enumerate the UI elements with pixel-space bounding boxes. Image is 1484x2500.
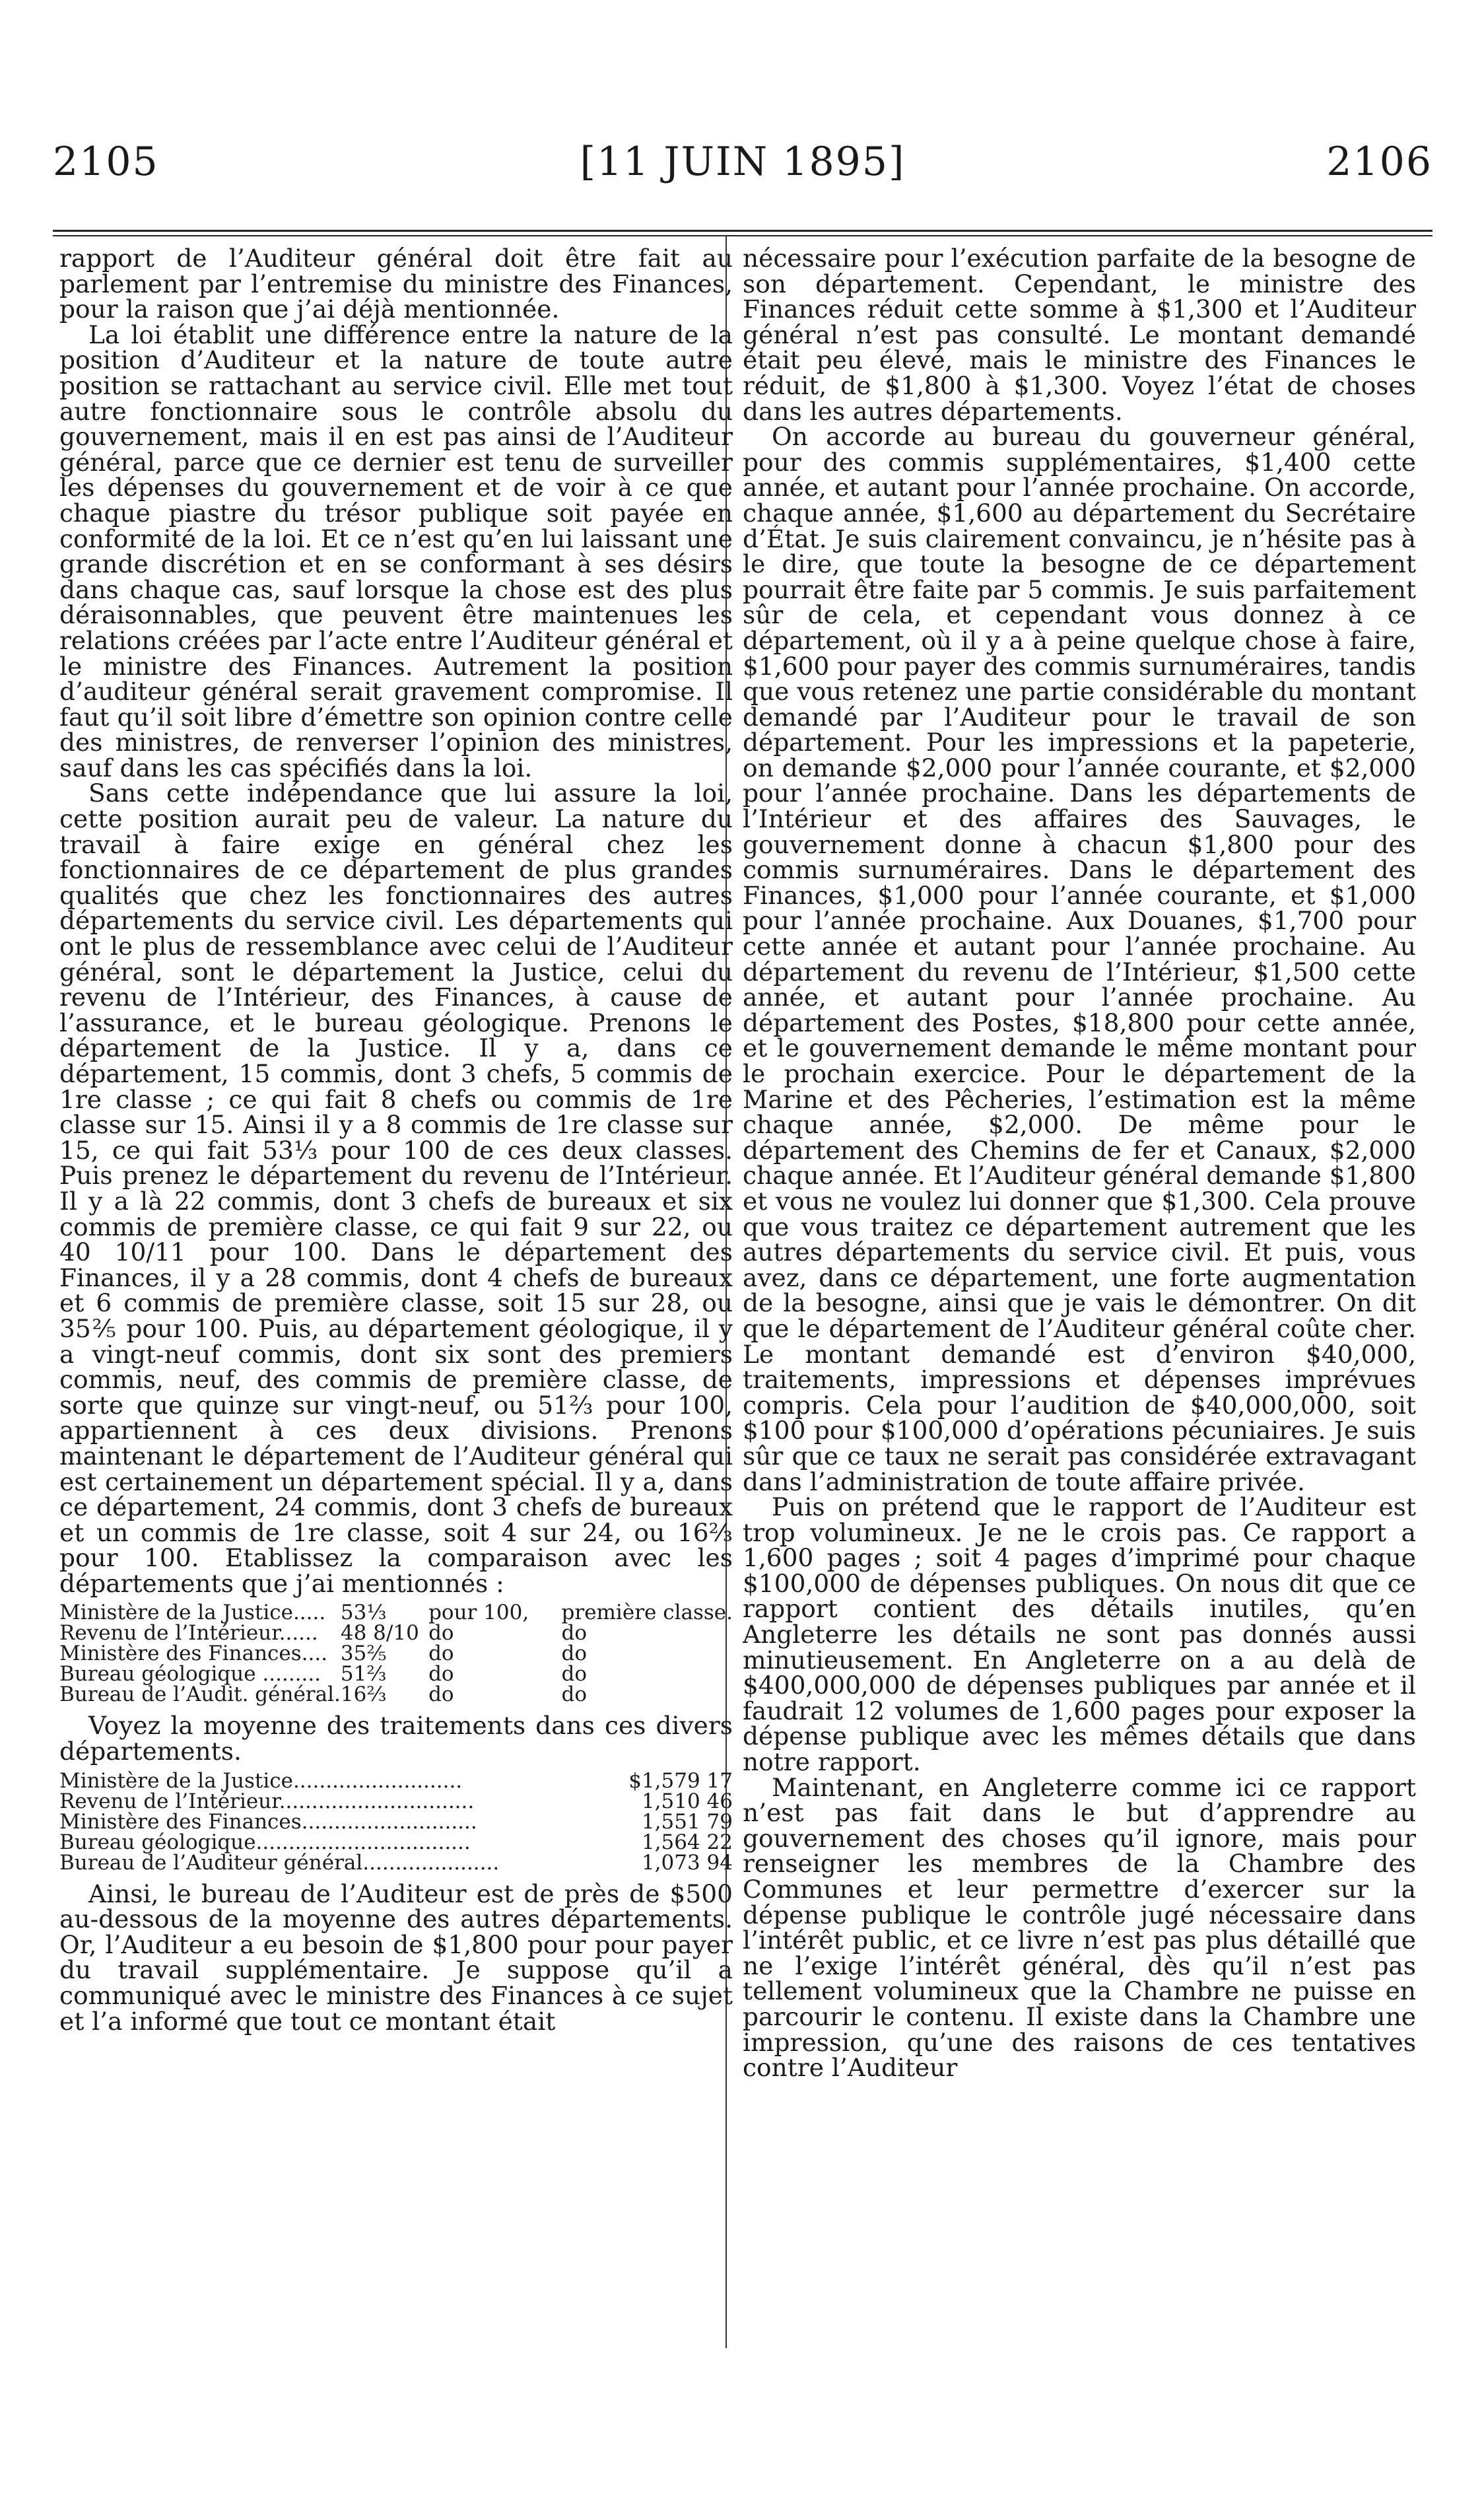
page-number-left: 2105 [53, 139, 159, 185]
salary-table [59, 1768, 733, 1875]
table-cell: do [561, 1642, 588, 1666]
table-cell: Revenu de l’Intérieur...... [59, 1621, 318, 1646]
table-cell: Ministère de la Justice..... [59, 1601, 326, 1625]
table-cell: Revenu de l’Intérieur.............................. [59, 1789, 475, 1813]
paragraph: Sans cette indépendance que lui assure la loi, cette position aurait peu de valeur. La nature du travail à faire exige en général chez les fonctionnaires de ce département de plus grandes qualités que chez les fonctionnaires des autres départements du service civil. Les départements qui ont le plus de ressemblance avec celui de l’Auditeur général, sont le département la Justice, celui du revenu de l’Intérieur, des Finances, à cause de l’assurance, et le bureau géologique. Prenons le département de la Justice. Il y a, dans ce département, 15 commis, dont 3 chefs, 5 commis de 1re classe ; ce qui fait 8 chefs ou commis de 1re classe sur 15. Ainsi il y a 8 commis de 1re classe sur 15, ce qui fait 53⅓ pour 100 de ces deux classes. Puis prenez le département du revenu de l’Intérieur. Il y a là 22 commis, dont 3 chefs de bureaux et six commis de première classe, ce qui fait 9 sur 22, ou 40 10/11 pour 100. Dans le département des Finances, il y a 28 commis, dont 4 chefs de bureaux et 6 commis de première classe, soit 15 sur 28, ou 35⅖ pour 100. Puis, au département géologique, il y a vingt-neuf commis, dont six sont des premiers commis, neuf, des commis de première classe, de sorte que quinze sur vingt-neuf, ou 51⅔ pour 100, appartiennent à ces deux divisions. Prenons maintenant le département de l’Auditeur général qui est certainement un département spécial. Il y a, dans ce département, 24 commis, dont 3 chefs de bureaux et un commis de 1re classe, soit 4 sur 24, ou 16⅔ pour 100. Etablissez la comparaison avec les départements que j’ai mentionnés : [59, 779, 733, 1598]
table-cell: 1,510 46 [641, 1789, 733, 1813]
table-cell: 51⅔ [340, 1662, 387, 1686]
table-cell: Bureau de l’Audit. général. [59, 1683, 341, 1707]
table-row [59, 1603, 733, 1623]
table-cell: do [428, 1642, 454, 1666]
table-cell: Ministère des Finances........................... [59, 1809, 477, 1834]
table-cell: première classe. [561, 1601, 733, 1625]
header-rule-top [53, 230, 1433, 232]
table-cell: Ministère de la Justice.......................... [59, 1768, 463, 1793]
table-cell: 53⅓ [340, 1601, 387, 1625]
table-cell: Ministère des Finances.... [59, 1642, 328, 1666]
header-rule-bottom [53, 235, 1433, 236]
table-row [59, 1684, 733, 1705]
table-row [59, 1644, 733, 1664]
page-number-right: 2106 [1326, 139, 1433, 185]
table-cell: Bureau de l’Auditeur général..................... [59, 1850, 500, 1875]
table-row [59, 1853, 733, 1873]
paragraph: Voyez la moyenne des traitements dans ces divers départements. [59, 1711, 733, 1766]
percentage-table [59, 1603, 733, 1705]
table-row [59, 1664, 733, 1684]
table-cell: $1,579 17 [628, 1768, 733, 1793]
table-cell: 1,564 22 [641, 1830, 733, 1854]
table-cell: Bureau géologique................................. [59, 1830, 471, 1854]
page-header [53, 139, 1433, 191]
table-cell: do [428, 1621, 454, 1646]
table-cell: 1,073 94 [641, 1850, 733, 1875]
table-row [59, 1623, 733, 1644]
table-cell: do [561, 1662, 588, 1686]
paragraph: La loi établit une différence entre la nature de la position d’Auditeur et la nature de toute autre position se rattachant au service civil. Elle met tout autre fonctionnaire sous le contrôle absolu du gouvernement, mais il en est pas ainsi de l’Auditeur général, parce que ce dernier est tenu de surveiller les dépenses du gouvernement et de voir à ce que chaque piastre du trésor publique soit payée en conformité de la loi. Et ce n’est qu’en lui laissant une grande discrétion et en se conformant à ses désirs dans chaque cas, sauf lorsque la chose est des plus déraisonnables, que peuvent être maintenues les relations créées par l’acte entre l’Auditeur général et le ministre des Finances. Autrement la position d’auditeur général serait gravement compromise. Il faut qu’il soit libre d’émettre son opinion contre celle des ministres, de renverser l’opinion des ministres, sauf dans les cas spécifiés dans la loi. [59, 320, 733, 782]
paragraph: Maintenant, en Angleterre comme ici ce rapport n’est pas fait dans le but d’apprendre au gouvernement des choses qu’il ignore, mais pour renseigner les membres de la Chambre des Communes et leur permettre d’exercer sur la dépense publique le contrôle jugé nécessaire dans l’intérêt public, et ce livre n’est pas plus détaillé que ne l’exige l’intérêt général, dès qu’il n’est pas tellement volumineux que la Chambre ne puisse en parcourir le contenu. Il existe dans la Chambre une impression, qu’une des raisons de ces tentatives contre l’Auditeur [743, 1772, 1416, 2083]
table-row [59, 1832, 733, 1853]
table-cell: 1,551 79 [641, 1809, 733, 1834]
paragraph: Puis on prétend que le rapport de l’Auditeur est trop volumineux. Je ne le crois pas. Ce rapport a 1,600 pages ; soit 4 pages d’imprimé pour chaque $100,000 de dépenses publiques. On nous dit que ce rapport contient des détails inutiles, qu’en Angleterre les détails ne sont pas donnés aussi minutieusement. En Angleterre on a au delà de $400,000,000 de dépenses publiques par année et il faudrait 12 volumes de 1,600 pages pour exposer la dépense publique avec les mêmes détails que dans notre rapport. [743, 1492, 1416, 1777]
header-date: [11 JUIN 1895] [580, 139, 906, 185]
paragraph: rapport de l’Auditeur général doit être fait au parlement par l’entremise du ministre des Finances, pour la raison que j’ai déjà mentionnée. [59, 246, 733, 324]
paragraph: Ainsi, le bureau de l’Auditeur est de près de $500 au-dessous de la moyenne des autres départements. Or, l’Auditeur a eu besoin de $1,800 pour pour payer du travail supplémentaire. Je suppose qu’il a communiqué avec le ministre des Finances à ce sujet et l’a informé que tout ce montant était [59, 1879, 733, 2036]
paragraph: On accorde au bureau du gouverneur général, pour des commis supplémentaires, $1,400 cette année, et autant pour l’année prochaine. On accorde, chaque année, $1,600 au département du Secrétaire d’État. Je suis clairement convaincu, je n’hésite pas à le dire, que toute la besogne de ce département pourrait être faite par 5 commis. Je suis parfaitement sûr de cela, et cependant vous donnez à ce département, où il y a à peine quelque chose à faire, $1,600 pour payer des commis surnuméraires, tandis que vous retenez une partie considérable du montant demandé par l’Auditeur pour le travail de son département. Pour les impressions et la papeterie, on demande $2,000 pour l’année courante, et $2,000 pour l’année prochaine. Dans les départements de l’Intérieur et des affaires des Sauvages, le gouvernement donne à chacun $1,800 pour des commis surnuméraires. Dans le département des Finances, $1,000 pour l’année courante, et $1,000 pour l’année prochaine. Aux Douanes, $1,700 pour cette année et autant pour l’année prochaine. Au département du revenu de l’Intérieur, $1,500 cette année, et autant pour l’année prochaine. Au département des Postes, $18,800 pour cette année, et le gouvernement demande le même montant pour le prochain exercice. Pour le département de la Marine et des Pêcheries, l’estimation est la même chaque année, $2,000. De même pour le département des Chemins de fer et Canaux, $2,000 chaque année. Et l’Auditeur général demande $1,800 et vous ne voulez lui donner que $1,300. Cela prouve que vous traitez ce département autrement que les autres départements du service civil. Et puis, vous avez, dans ce département, une forte augmentation de la besogne, ainsi que je vais le démontrer. On dit que le département de l’Auditeur général coûte cher. Le montant demandé est d’environ $40,000, traitements, impressions et dépenses imprévues compris. Cela pour l’audition de $40,000,000, soit $100 pour $100,000 d’opérations pécuniaires. Je suis sûr que ce taux ne serait pas considérée extravagant dans l’administration de toute affaire privée. [743, 422, 1416, 1496]
table-cell: pour 100, [428, 1601, 529, 1625]
table-row [59, 1771, 733, 1791]
paragraph: nécessaire pour l’exécution parfaite de la besogne de son département. Cependant, le ministre des Finances réduit cette somme à $1,300 et l’Auditeur général n’est pas consulté. Le montant demandé était peu élevé, mais le ministre des Finances le réduit, de $1,800 à $1,300. Voyez l’état de choses dans les autres départements. [743, 246, 1416, 426]
table-cell: do [428, 1683, 454, 1707]
table-cell: do [561, 1621, 588, 1646]
table-row [59, 1791, 733, 1812]
table-cell: 35⅖ [340, 1642, 387, 1666]
table-cell: do [561, 1683, 588, 1707]
table-cell: do [428, 1662, 454, 1686]
table-row [59, 1812, 733, 1832]
right-column [743, 246, 1416, 2359]
left-column [59, 246, 733, 2359]
table-cell: 48 8/10 [340, 1621, 419, 1646]
table-cell: 16⅔ [340, 1683, 387, 1707]
table-cell: Bureau géologique ......... [59, 1662, 321, 1686]
